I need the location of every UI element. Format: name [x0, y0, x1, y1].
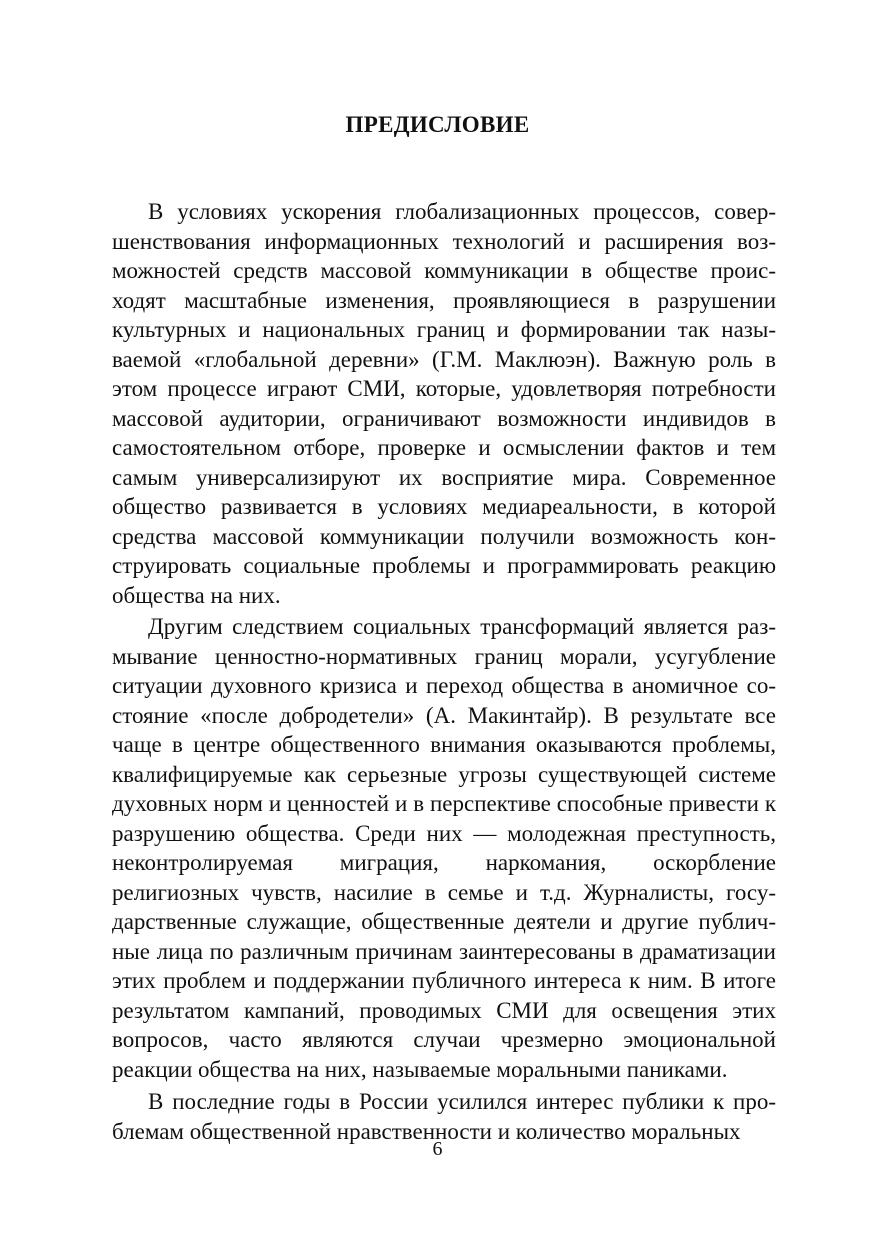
- page-title: ПРЕДИСЛОВИЕ: [345, 112, 530, 137]
- paragraph-1: В условиях ускорения глобализационных процессов, совершенствования информационных технологий и расширения возможностей средств массовой коммуникации в обществе происходят масштабные изменения, проявляющиеся в разрушении культурных и национальных границ и формировании так называемой «глобальной деревни» (Г.М. Маклюэн). Важную роль в этом процессе играют СМИ, которые, удовлетворяя потребности массовой аудитории, ограничивают возможности индивидов в самостоятельном отборе, проверке и осмыслении фактов и тем самым универсализируют их восприятие мира. Современное общество развивается в условиях медиареальности, в которой средства массовой коммуникации получили возможность конструировать социальные проблемы и программировать реакцию общества на них.: [112, 199, 776, 608]
- paragraph-3: В последние годы в России усилился интерес публики к проблемам общественной нравственности и количество моральных: [112, 1089, 776, 1144]
- paragraph-2: Другим следствием социальных трансформаций является размывание ценностно-нормативных границ морали, усугубление ситуации духовного кризиса и переход общества в аномичное состояние «после добродетели» (А. Макинтайр). В результате все чаще в центре общественного внимания оказываются проблемы, квалифицируемые как серьезные угрозы существующей системе духовных норм и ценностей и в перспективе способные привести к разрушению общества. Среди них — молодежная преступность, неконтролируемая миграция, наркомания, оскорбление религиозных чувств, насилие в семье и т.д. Журналисты, государственные служащие, общественные деятели и другие публичные лица по различным причинам заинтересованы в драматизации этих проблем и поддержании публичного интереса к ним. В итоге результатом кампаний, проводимых СМИ для освещения этих вопросов, часто являются случаи чрезмерно эмоциональной реакции общества на них, называемые моральными паниками.: [112, 614, 776, 1082]
- page-number: 6: [432, 1138, 443, 1160]
- body-text: [112, 197, 776, 1146]
